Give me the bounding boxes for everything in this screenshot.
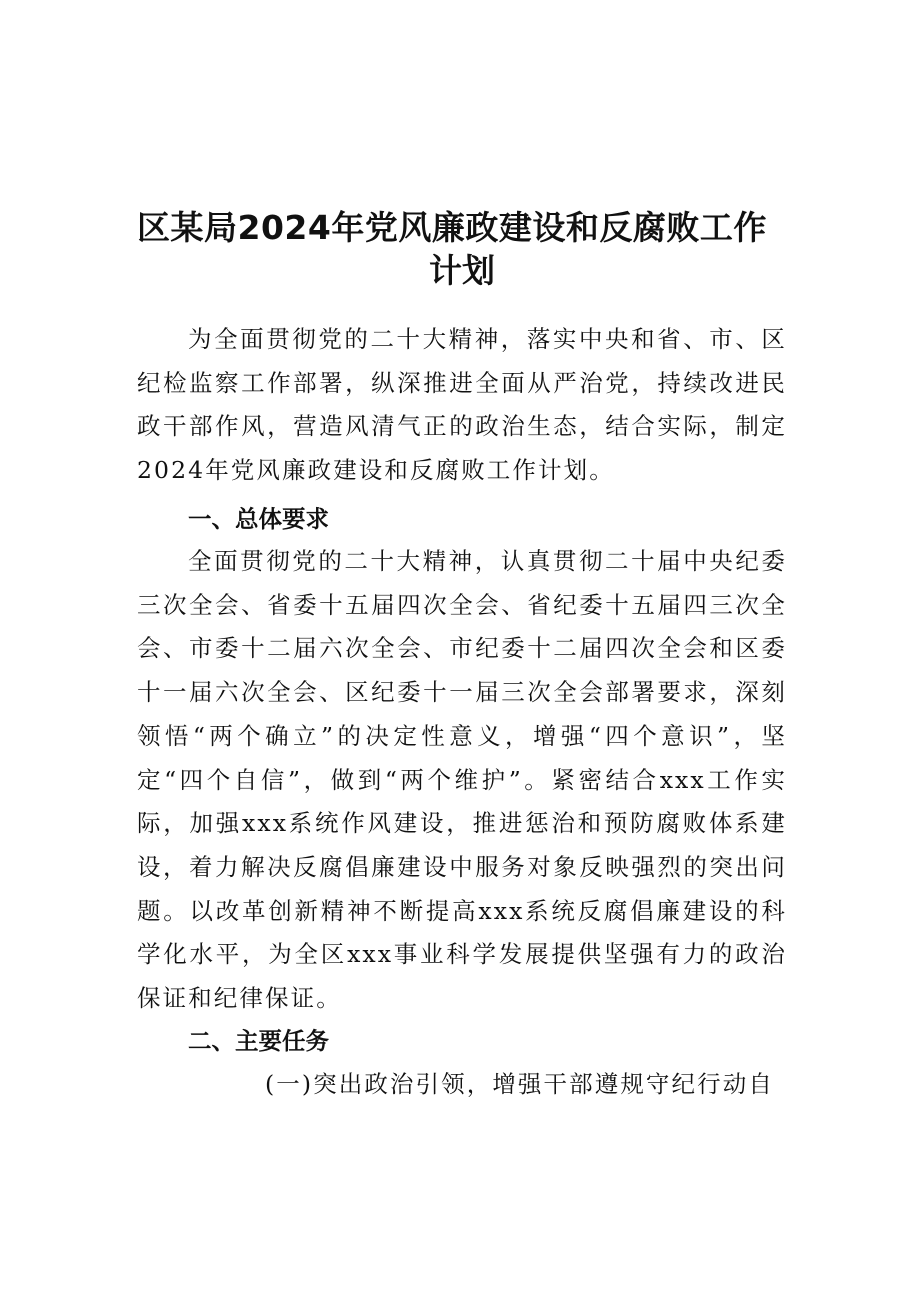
section-heading-overall-requirements: 一、总体要求 xyxy=(188,505,329,533)
document-title-line2: 计划 xyxy=(429,251,495,290)
section1-paragraph: 全面贯彻党的二十大精神，认真贯彻二十届中央纪委三次全会、省委十五届四次全会、省纪委十五届四三次全会、市委十二届六次全会、市纪委十二届四次全会和区委十一届六次全会、区纪委十一届三次全会部署要求，深刻领悟“两个确立”的决定性意义，增强“四个意识”，坚定“四个自信”，做到“两个维护”。紧密结合xxx工作实际，加强xxx系统作风建设，推进惩治和预防腐败体系建设，着力解决反腐倡廉建设中服务对象反映强烈的突出问题。以改革创新精神不断提高xxx系统反腐倡廉建设的科学化水平，为全区xxx事业科学发展提供坚强有力的政治保证和纪律保证。 xyxy=(137,547,787,1013)
subsection-heading-1: (一)突出政治引领，增强干部遵规守纪行动自 xyxy=(265,1070,774,1098)
document-title-line1: 区某局2024年党风廉政建设和反腐败工作 xyxy=(137,208,767,247)
intro-paragraph: 为全面贯彻党的二十大精神，落实中央和省、市、区纪检监察工作部署，纵深推进全面从严治党，持续改进民政干部作风，营造风清气正的政治生态，结合实际，制定2024年党风廉政建设和反腐败工作计划。 xyxy=(137,325,787,485)
section-heading-main-tasks: 二、主要任务 xyxy=(188,1027,329,1055)
